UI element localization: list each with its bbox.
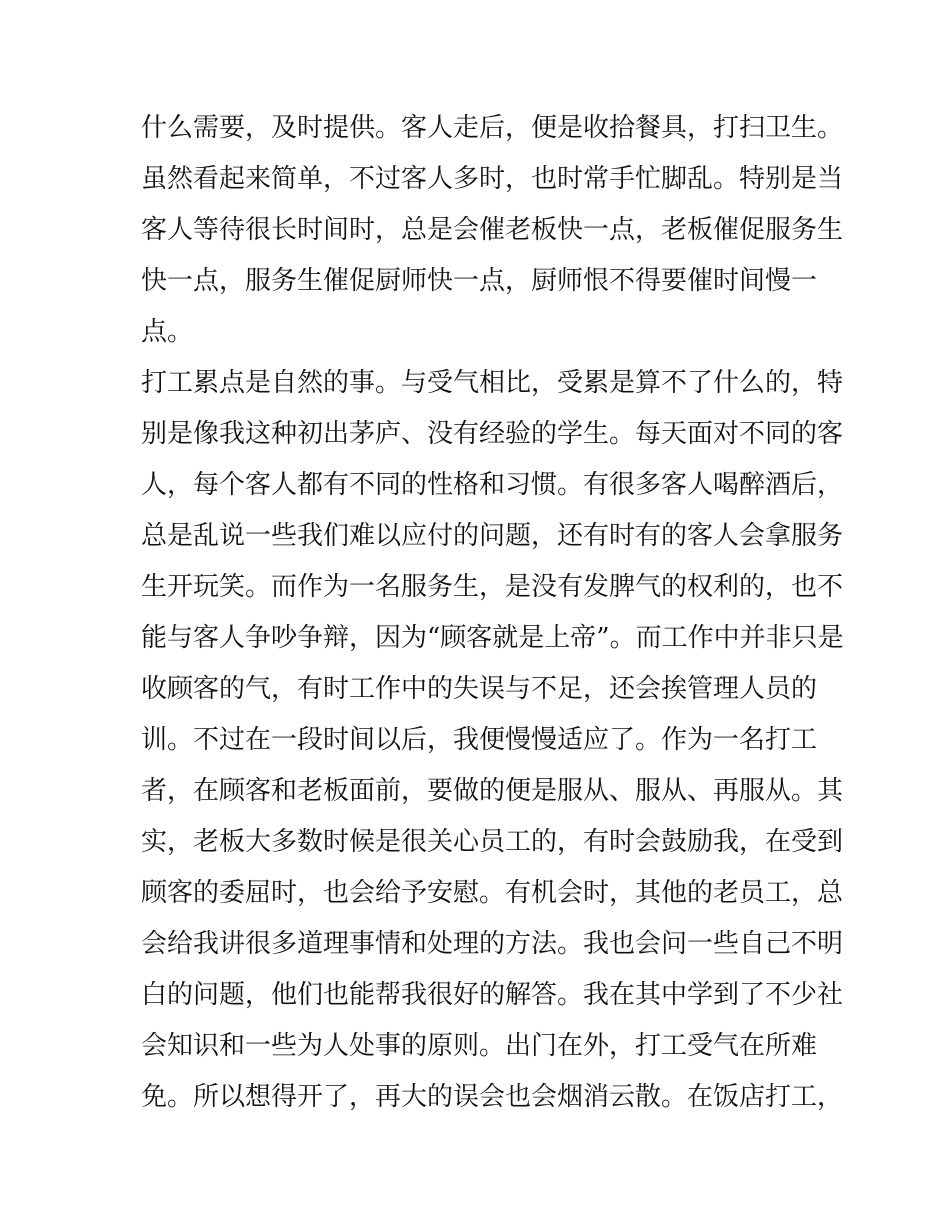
text-line: 白的问题，他们也能帮我很好的解答。我在其中学到了不少社 [141, 980, 844, 1010]
text-line: 客人等待很长时间时，总是会催老板快一点，老板催促服务生 [141, 215, 844, 245]
text-line: 能与客人争吵争辩，因为“顾客就是上帝”。而工作中并非只是 [141, 623, 844, 653]
text-line: 快一点，服务生催促厨师快一点，厨师恨不得要催时间慢一 [141, 266, 818, 296]
text-line: 什么需要，及时提供。客人走后，便是收拾餐具，打扫卫生。 [141, 113, 844, 143]
text-line: 虽然看起来简单，不过客人多时，也时常手忙脚乱。特别是当 [141, 164, 844, 194]
text-line: 实，老板大多数时候是很关心员工的，有时会鼓励我，在受到 [141, 827, 844, 857]
text-line: 打工累点是自然的事。与受气相比，受累是算不了什么的，特 [141, 368, 844, 398]
body-text [141, 103, 844, 1123]
text-line: 人，每个客人都有不同的性格和习惯。有很多客人喝醉酒后， [141, 470, 844, 500]
text-line: 会知识和一些为人处事的原则。出门在外，打工受气在所难 [141, 1031, 818, 1061]
text-line: 免。所以想得开了，再大的误会也会烟消云散。在饭店打工， [141, 1082, 844, 1112]
text-line: 总是乱说一些我们难以应付的问题，还有时有的客人会拿服务 [141, 521, 844, 551]
text-line: 顾客的委屈时，也会给予安慰。有机会时，其他的老员工，总 [141, 878, 844, 908]
text-line: 点。 [141, 317, 194, 347]
text-line: 者，在顾客和老板面前，要做的便是服从、服从、再服从。其 [141, 776, 844, 806]
text-line: 训。不过在一段时间以后，我便慢慢适应了。作为一名打工 [141, 725, 818, 755]
text-line: 会给我讲很多道理事情和处理的方法。我也会问一些自己不明 [141, 929, 844, 959]
text-line: 生开玩笑。而作为一名服务生，是没有发脾气的权利的，也不 [141, 572, 844, 602]
text-line: 别是像我这种初出茅庐、没有经验的学生。每天面对不同的客 [141, 419, 844, 449]
text-line: 收顾客的气，有时工作中的失误与不足，还会挨管理人员的 [141, 674, 818, 704]
